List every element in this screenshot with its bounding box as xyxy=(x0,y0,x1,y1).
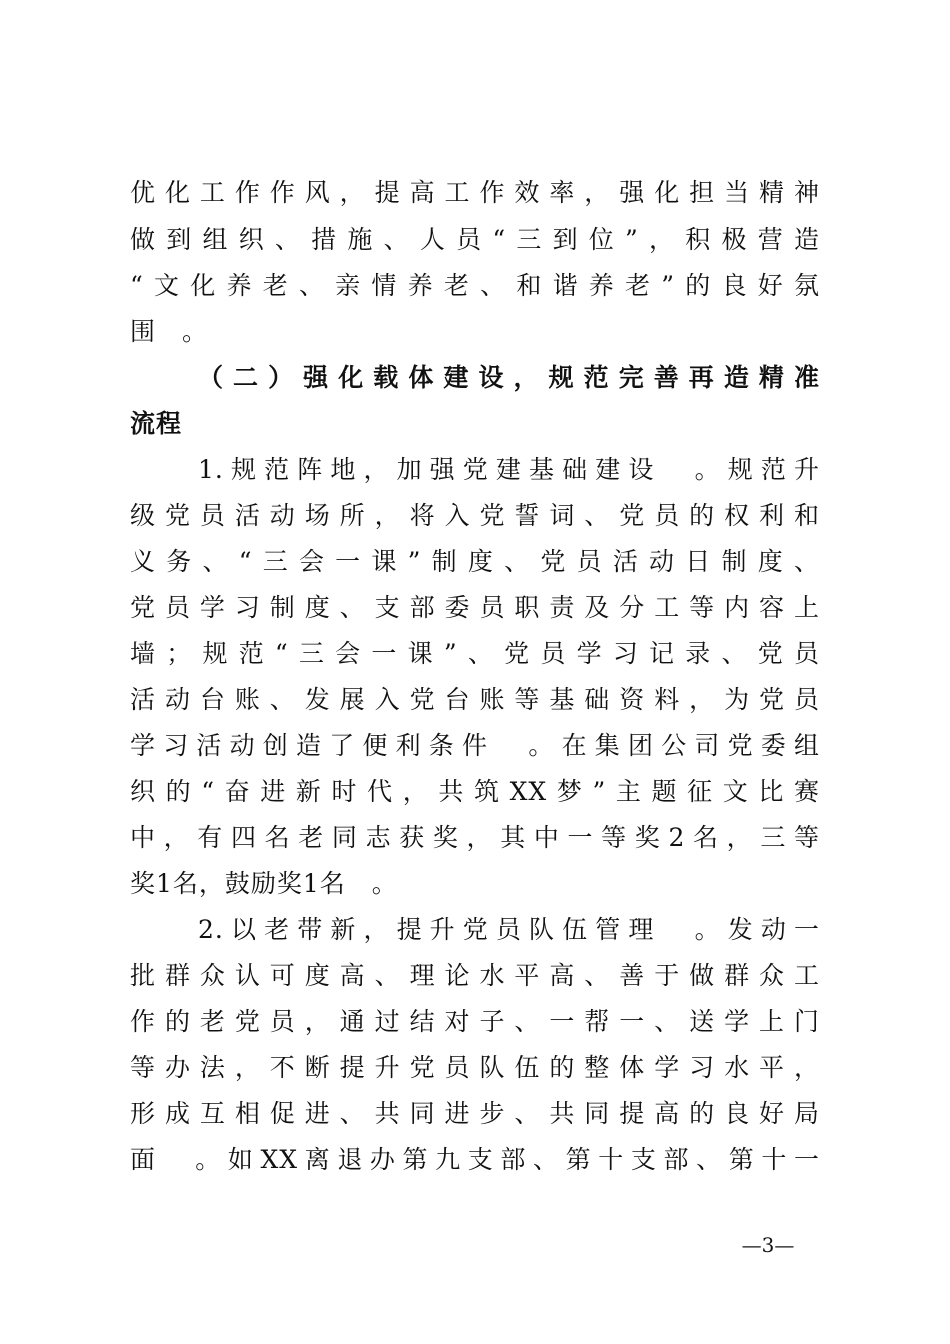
section-heading-continued: 流程 xyxy=(130,409,183,438)
body-text-line: 围 。 xyxy=(130,317,209,346)
body-text-line: 形成互相促进、共同进步、共同提高的良好局 xyxy=(130,1099,820,1128)
body-text-line: 义务、“三会一课”制度、党员活动日制度、 xyxy=(130,547,820,576)
body-text-line: 等办法，不断提升党员队伍的整体学习水平， xyxy=(130,1053,820,1082)
body-text-line: 党员学习制度、支部委员职责及分工等内容上 xyxy=(130,593,820,622)
body-text-line: 批群众认可度高、理论水平高、善于做群众工 xyxy=(130,961,820,990)
body-text-line: 活动台账、发展入党台账等基础资料，为党员 xyxy=(130,685,820,714)
body-text-line: 奖1名，鼓励奖1名 。 xyxy=(130,869,398,898)
body-text-line: “文化养老、亲情养老、和谐养老”的良好氛 xyxy=(130,271,820,300)
paragraph-2-start: 2.以老带新，提升党员队伍管理 。发动一 xyxy=(198,915,820,944)
page-number: —3— xyxy=(741,1233,795,1257)
body-text-line: 墙；规范“三会一课”、党员学习记录、党员 xyxy=(130,639,820,668)
body-text-line: 级党员活动场所，将入党誓词、党员的权利和 xyxy=(130,501,820,530)
section-heading: （二）强化载体建设，规范完善再造精准 xyxy=(198,363,820,392)
body-text-line: 做到组织、措施、人员“三到位”，积极营造 xyxy=(130,225,820,254)
body-text-line: 学习活动创造了便利条件 。在集团公司党委组 xyxy=(130,731,820,760)
body-text-line: 优化工作作风，提高工作效率，强化担当精神 xyxy=(130,178,820,207)
body-text-line: 面 。如XX离退办第九支部、第十支部、第十一 xyxy=(130,1145,820,1174)
body-text-line: 作的老党员，通过结对子、一帮一、送学上门 xyxy=(130,1007,820,1036)
body-text-line: 中，有四名老同志获奖，其中一等奖2名，三等 xyxy=(130,823,820,852)
body-text-line: 织的“奋进新时代，共筑XX梦”主题征文比赛 xyxy=(130,777,820,806)
paragraph-1-start: 1.规范阵地，加强党建基础建设 。规范升 xyxy=(198,455,820,484)
